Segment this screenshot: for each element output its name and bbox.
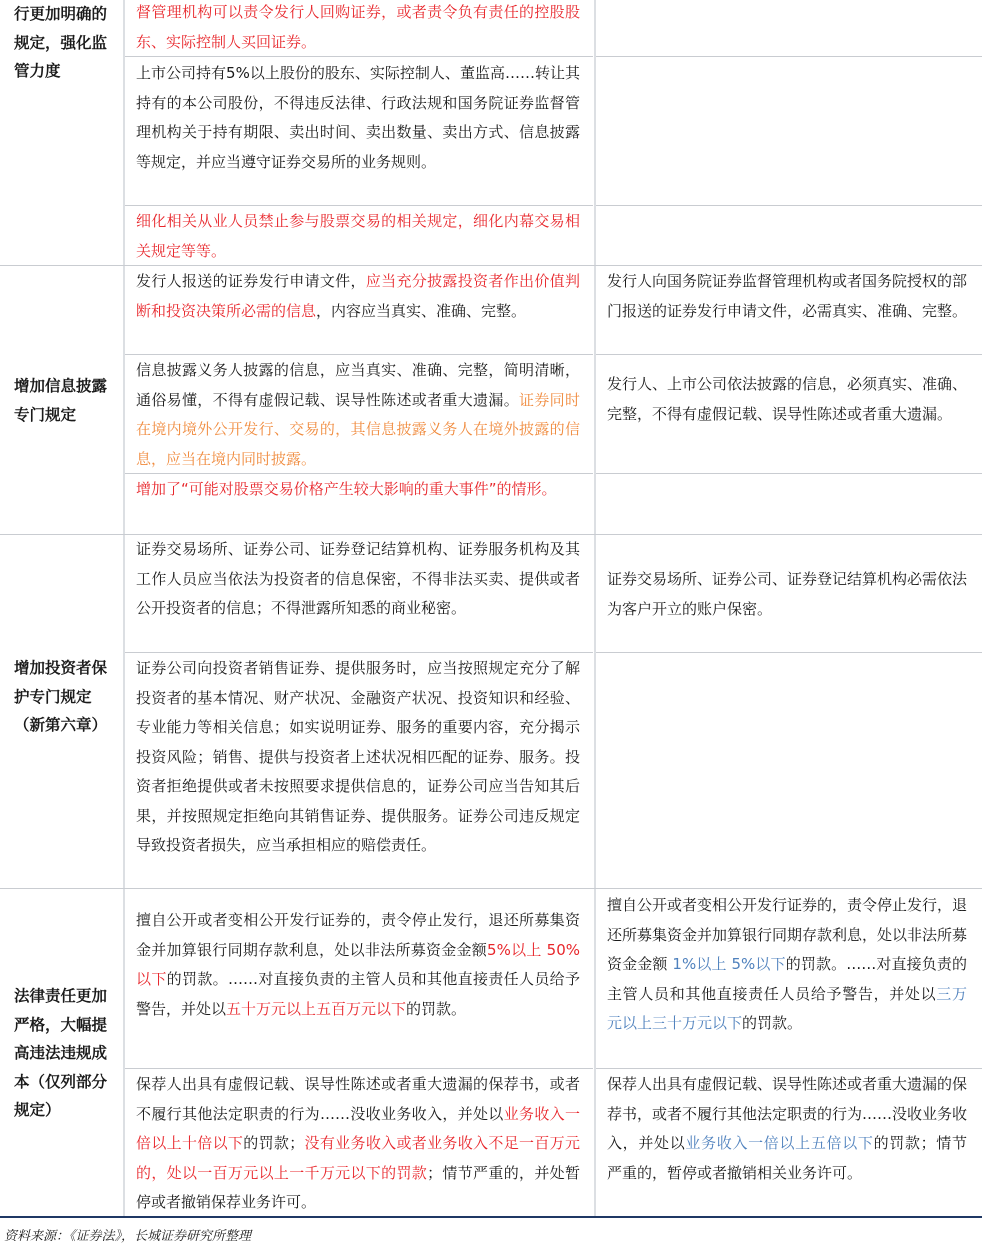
body-text: 的罚款；	[243, 1134, 305, 1152]
row-divider	[125, 1068, 593, 1069]
new-law-cell	[136, 207, 580, 266]
body-text: 信息披露义务人披露的信息，应当真实、准确、完整，简明清晰，通俗易懂，不得有虚假记载、误导性陈述或者重大遗漏。	[136, 361, 580, 409]
row-divider	[125, 354, 593, 355]
category-cell: 行更加明确的规定，强化监管力度	[14, 5, 108, 80]
row-divider	[125, 473, 593, 474]
row-divider	[596, 1068, 982, 1069]
section-divider	[0, 265, 982, 266]
category-cell: 法律责任更加严格，大幅提高违法违规成本（仅列部分规定）	[14, 987, 108, 1119]
new-law-cell	[136, 475, 580, 505]
row-divider	[125, 56, 593, 57]
row-divider	[596, 354, 982, 355]
highlight-red-text: 细化相关从业人员禁止参与股票交易的相关规定，细化内幕交易相关规定等等。	[136, 212, 580, 260]
table-bottom-rule	[0, 1216, 982, 1218]
highlight-orange-text: 证券同时在境内境外公开发行、交易的，其信息披露义务人在境外披露的信息，应当在境内同时披露。	[136, 390, 580, 468]
highlight-red-text: 增加了“可能对股票交易价格产生较大影响的重大事件”的情形。	[136, 480, 557, 498]
column-divider	[594, 0, 596, 1216]
source-note: 资料来源：《证券法》，长城证券研究所整理	[4, 1229, 252, 1244]
highlight-red-text: 业务收入一倍以上十倍以下	[136, 1104, 580, 1152]
row-divider	[596, 473, 982, 474]
new-law-cell	[136, 906, 580, 1024]
old-law-cell	[607, 370, 967, 429]
row-divider	[596, 205, 982, 206]
new-law-cell	[136, 654, 580, 861]
highlight-blue-text: 三万元以上三十万元以下	[607, 984, 967, 1032]
highlight-red-text: 五十万元以上五百万元以下	[226, 999, 407, 1018]
body-text: 的罚款。	[742, 1014, 803, 1032]
new-law-cell	[136, 535, 580, 624]
highlight-blue-text: 1%以上 5%以下	[672, 955, 786, 973]
new-law-cell	[136, 267, 580, 326]
section-divider	[0, 888, 982, 889]
body-text: 擅自公开或者变相公开发行证券的，责令停止发行，退还所募集资金并加算银行同期存款利息，处以非法所募资金金额	[607, 896, 968, 973]
body-text: 保荐人出具有虚假记载、误导性陈述或者重大遗漏的保荐书，或者不履行其他法定职责的行为……没收业务收入，并处以	[136, 1075, 580, 1123]
body-text: 的罚款。	[406, 999, 467, 1018]
new-law-cell	[136, 356, 580, 474]
new-law-cell	[136, 59, 580, 177]
row-divider	[596, 56, 982, 57]
new-law-cell	[136, 1070, 580, 1218]
body-text: 证券公司向投资者销售证券、提供服务时，应当按照规定充分了解投资者的基本情况、财产状况、金融资产状况、投资知识和经验、专业能力等相关信息；如实说明证券、服务的重要内容，充分揭示投资风险；销售、提供与投资者上述状况相匹配的证券、服务。投资者拒绝提供或者未按照要求提供信息的，证券公司应当告知其后果，并按照规定拒绝向其销售证券、提供服务。证券公司违反规定导致投资者损失，应当承担相应的赔偿责任。	[136, 659, 580, 854]
body-text: 上市公司持有5%以上股份的股东、实际控制人、董监高……转让其持有的本公司股份，不得违反法律、行政法规和国务院证券监督管理机构关于持有期限、卖出时间、卖出数量、卖出方式、信息披露等规定，并应当遵守证券交易所的业务规则。	[136, 64, 580, 171]
category-cell: 增加投资者保护专门规定（新第六章）	[14, 659, 108, 734]
old-law-cell	[607, 891, 967, 1039]
column-divider	[123, 0, 125, 1216]
highlight-red-text: 没有业务收入或者业务收入不足一百万元的，处以一百万元以上一千万元以下的罚款	[136, 1134, 580, 1182]
highlight-red-text: 督管理机构可以责令发行人回购证券，或者责令负有责任的控股股东、实际控制人买回证券。	[136, 3, 580, 51]
body-text: 的罚款；情节严重的，暂停或者撤销相关业务许可。	[607, 1134, 967, 1182]
body-text: 证券交易场所、证券公司、证券登记结算机构、证券服务机构及其工作人员应当依法为投资者的信息保密，不得非法买卖、提供或者公开投资者的信息；不得泄露所知悉的商业秘密。	[136, 540, 580, 617]
body-text: ；情节严重的，并处暂停或者撤销保荐业务许可。	[136, 1163, 580, 1211]
body-text: 的罚款。……对直接负责的主管人员和其他直接责任人员给予警告，并处以	[136, 970, 580, 1018]
old-law-cell	[607, 565, 967, 624]
body-text: 发行人向国务院证券监督管理机构或者国务院授权的部门报送的证券发行申请文件，必需真实、准确、完整。	[607, 272, 968, 320]
old-law-cell	[607, 1070, 967, 1188]
new-law-cell	[136, 0, 580, 57]
body-text: 的罚款。……对直接负责的主管人员和其他直接责任人员给予警告，并处以	[607, 955, 967, 1003]
body-text: 证券交易场所、证券公司、证券登记结算机构必需依法为客户开立的账户保密。	[607, 570, 968, 618]
body-text: ，内容应当真实、准确、完整。	[316, 301, 527, 320]
row-divider	[596, 652, 982, 653]
body-text: 保荐人出具有虚假记载、误导性陈述或者重大遗漏的保荐书，或者不履行其他法定职责的行为……没收业务收入，并处以	[607, 1075, 968, 1152]
highlight-blue-text: 业务收入一倍以上五倍以下	[685, 1134, 874, 1152]
category-cell: 增加信息披露专门规定	[14, 377, 108, 424]
row-divider	[125, 652, 593, 653]
body-text: 发行人、上市公司依法披露的信息，必须真实、准确、完整，不得有虚假记载、误导性陈述或者重大遗漏。	[607, 375, 968, 423]
body-text: 擅自公开或者变相公开发行证券的，责令停止发行，退还所募集资金并加算银行同期存款利息，处以非法所募资金金额	[136, 911, 580, 959]
old-law-cell	[607, 267, 967, 326]
row-divider	[125, 205, 593, 206]
highlight-red-text: 应当充分披露投资者作出价值判断和投资决策所必需的信息	[136, 272, 580, 320]
body-text: 发行人报送的证券发行申请文件，	[136, 272, 366, 290]
highlight-red-text: 5%以上 50%以下	[136, 940, 581, 988]
